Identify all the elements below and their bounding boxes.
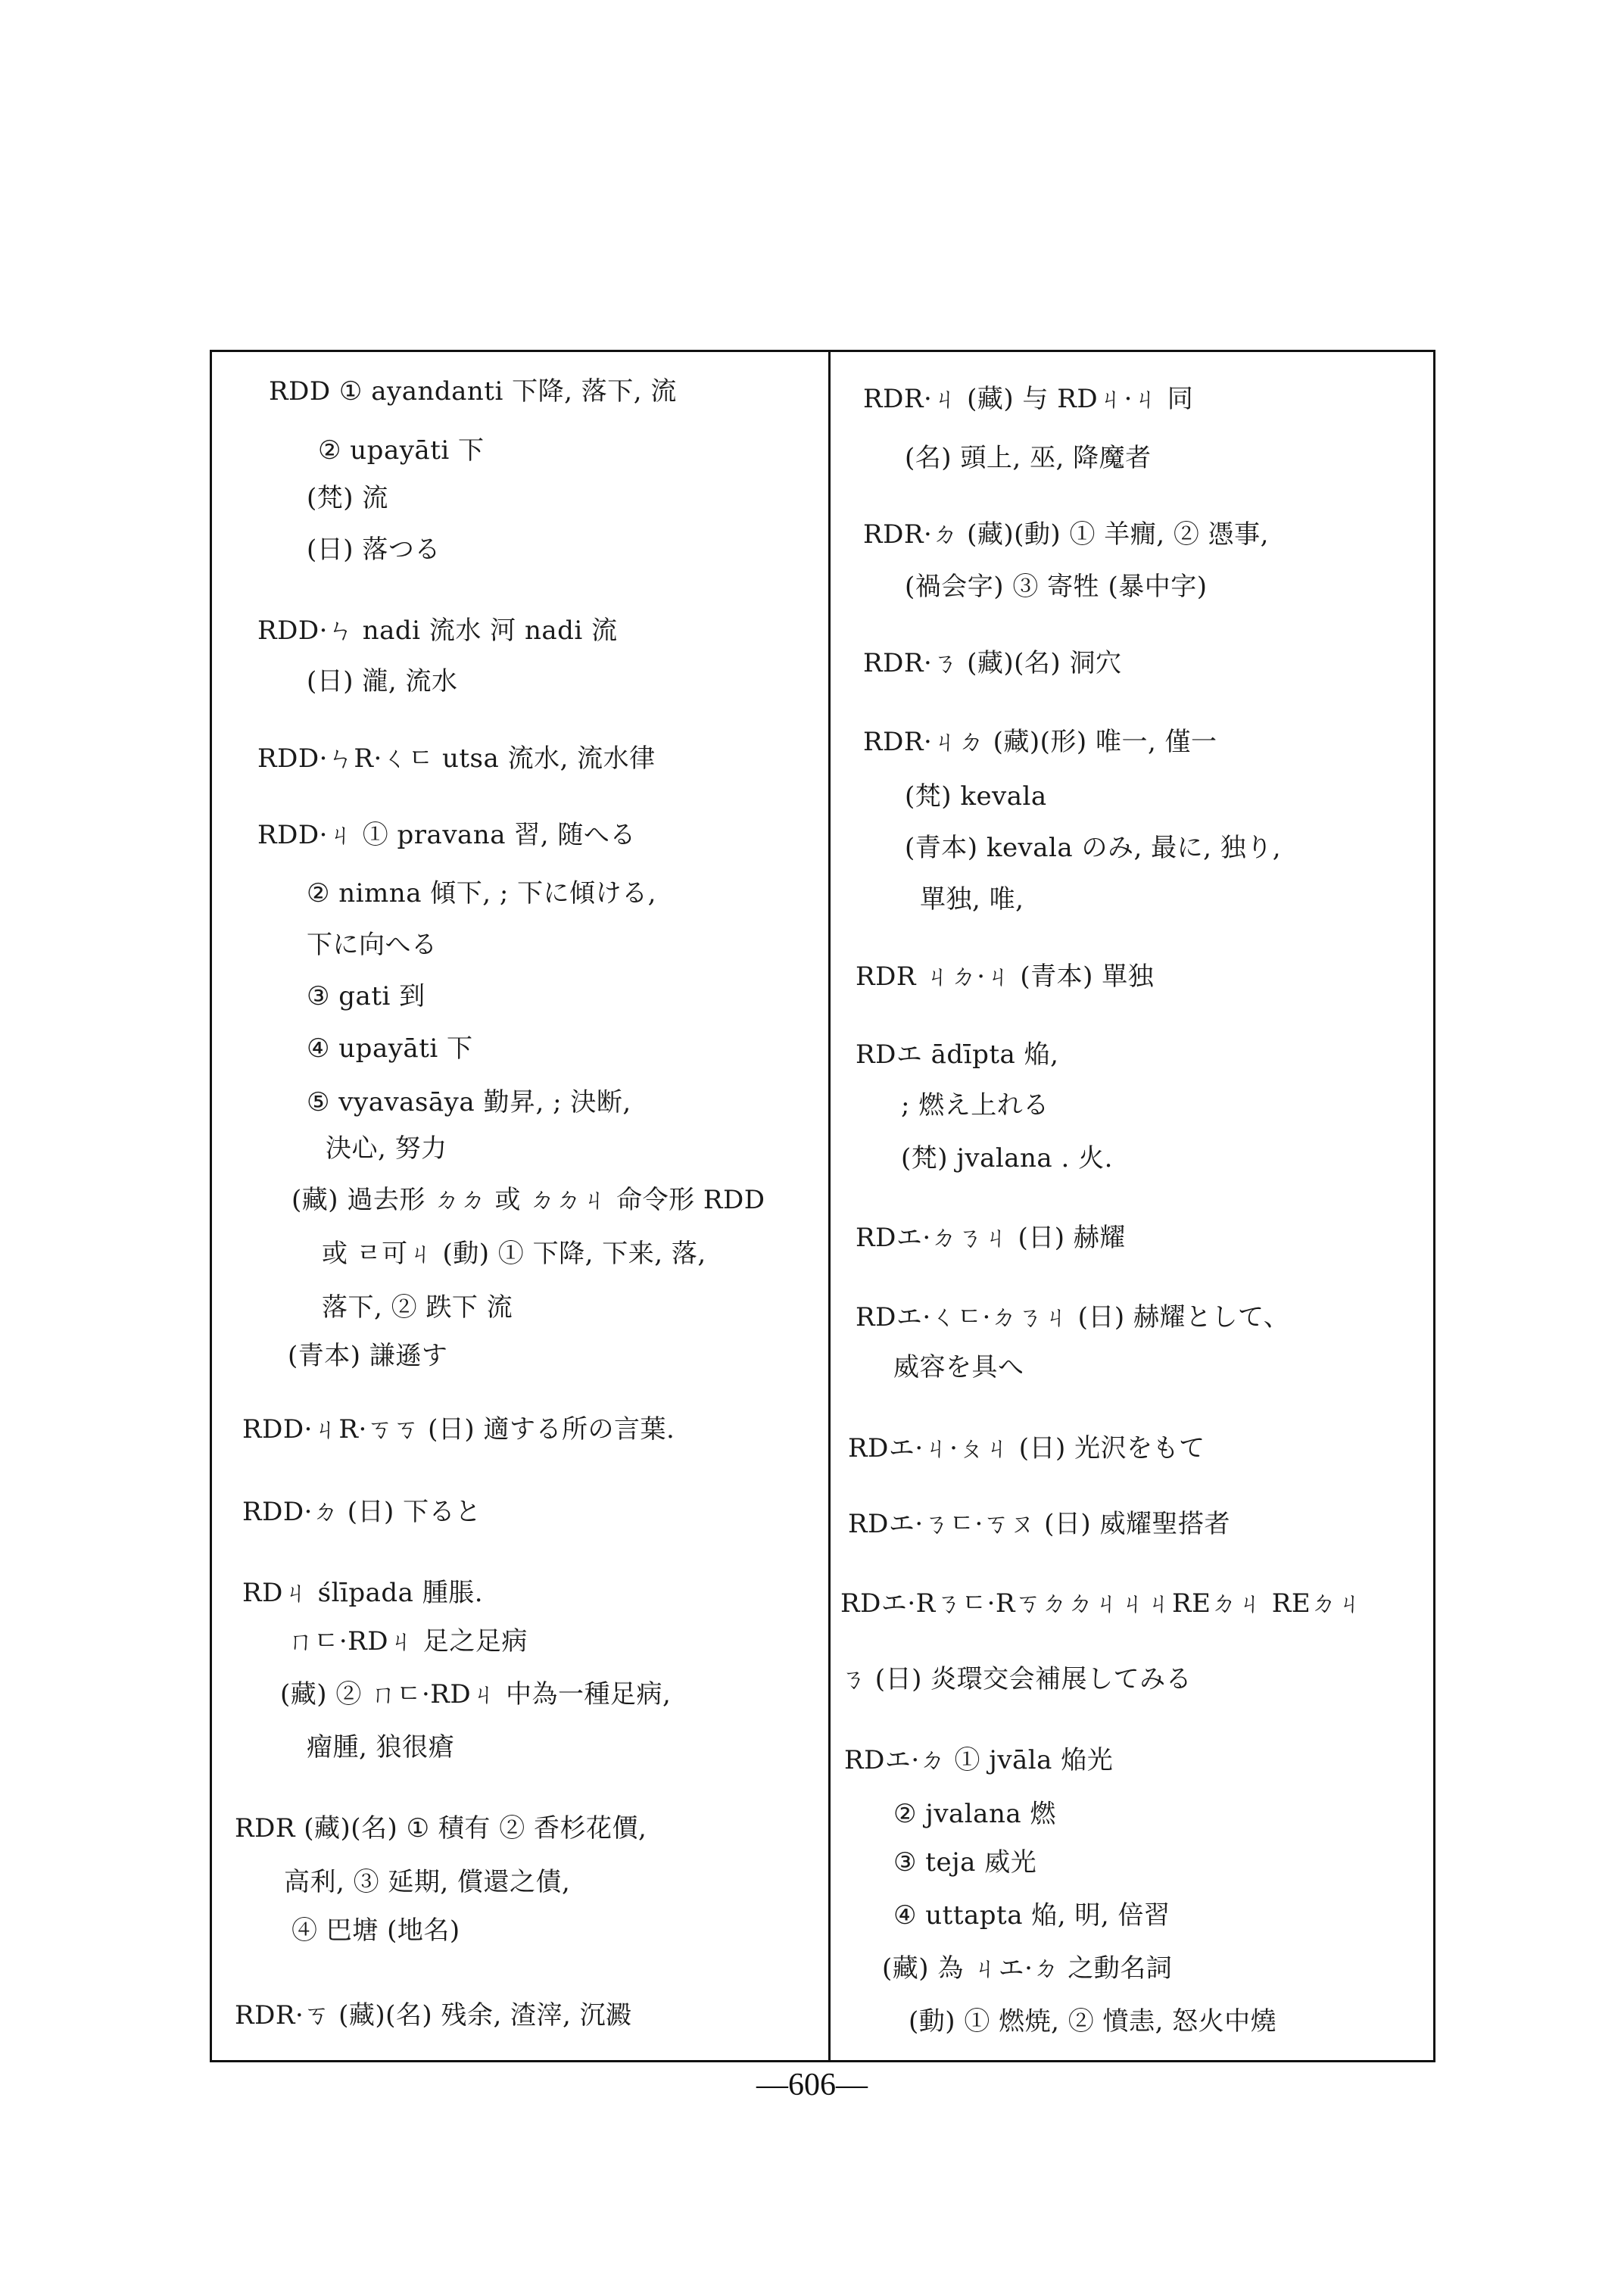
entry-line: (青本) 謙遜す bbox=[288, 1341, 448, 1371]
entry-line: RDR ㄐㄉ·ㄐ (青本) 單独 bbox=[856, 962, 1155, 992]
entry-line: RDエ·ㄐ·ㄆㄐ (日) 光沢をもて bbox=[848, 1433, 1205, 1463]
entry-line: (禍会字) ③ 寄牲 (暴中字) bbox=[905, 572, 1208, 602]
entry-line: 威容を具へ bbox=[893, 1352, 1024, 1382]
entry-line: RDR·ㄎ (藏)(名) 残余, 渣滓, 沉澱 bbox=[235, 2000, 632, 2031]
entry-line: (藏) 過去形 ㄉㄉ 或 ㄉㄉㄐ 命令形 RDD bbox=[291, 1185, 765, 1215]
entry-line: RDD·ㄣR·ㄑㄷ utsa 流水, 流水律 bbox=[257, 743, 656, 774]
entry-line: (藏) ② ㄇㄷ·RDㄐ 中為一種足病, bbox=[280, 1679, 672, 1710]
entry-line: RDD·ㄐR·ㄎㄎ (日) 適する所の言葉. bbox=[242, 1414, 675, 1445]
entry-line: RDD·ㄣ nadi 流水 河 nadi 流 bbox=[257, 616, 618, 646]
entry-line: (青本) kevala のみ, 最に, 独り, bbox=[905, 833, 1282, 863]
entry-line: ④ upayāti 下 bbox=[307, 1033, 473, 1064]
entry-line: RDエ·Rㄋㄷ·RㄎㄉㄉㄐㄐㄐREㄉㄐ REㄉㄐ bbox=[840, 1588, 1364, 1619]
entry-line: RDR·ㄉ (藏)(動) ① 羊癇, ② 憑事, bbox=[863, 519, 1269, 550]
entry-line: RDエ·ㄉ ① jvāla 焔光 bbox=[844, 1745, 1114, 1775]
entry-line: RDR·ㄋ (藏)(名) 洞穴 bbox=[863, 648, 1122, 678]
entry-line: 落下, ② 跌下 流 bbox=[322, 1292, 513, 1323]
entry-line: 瘤腫, 狼很瘡 bbox=[307, 1732, 455, 1763]
entry-line: RDエ·ㄋㄷ·ㄎㄡ (日) 威耀聖搭者 bbox=[848, 1509, 1230, 1539]
entry-line: 下に向へる bbox=[307, 930, 438, 960]
entry-line: ㄇㄷ·RDㄐ 足之足病 bbox=[288, 1626, 528, 1657]
entry-line: 或 ㄹ可ㄐ (動) ① 下降, 下来, 落, bbox=[322, 1239, 706, 1269]
entry-line: (日) 瀧, 流水 bbox=[307, 666, 458, 697]
entry-line: ② jvalana 燃 bbox=[893, 1799, 1056, 1829]
entry-line: ③ gati 到 bbox=[307, 981, 425, 1011]
entry-line: RDㄐ ślīpada 腫脹. bbox=[242, 1578, 484, 1608]
entry-line: ④ 巴塘 (地名) bbox=[291, 1915, 460, 1946]
entry-line: (動) ① 燃焼, ② 憤恚, 怒火中燒 bbox=[909, 2006, 1277, 2037]
entry-line: (藏) 為 ㄐエ·ㄉ 之動名詞 bbox=[882, 1953, 1173, 1984]
entry-line: 高利, ③ 延期, 償還之債, bbox=[284, 1867, 571, 1897]
entry-line: ② nimna 傾下, ; 下に傾ける, bbox=[307, 878, 656, 909]
entry-line: (梵) kevala bbox=[905, 781, 1047, 812]
entry-line: RDR (藏)(名) ① 積有 ② 香杉花價, bbox=[235, 1813, 647, 1844]
entry-line: RDエ·ㄉㄋㄐ (日) 赫耀 bbox=[856, 1223, 1126, 1253]
entry-line: RDR·ㄐㄉ (藏)(形) 唯一, 僅一 bbox=[863, 727, 1217, 757]
entry-line: RDエ ādīpta 焔, bbox=[856, 1039, 1059, 1070]
entry-line: (日) 落つる bbox=[307, 535, 441, 565]
entry-line: RDD·ㄉ (日) 下ると bbox=[242, 1497, 482, 1527]
entry-line: ③ teja 威光 bbox=[893, 1847, 1037, 1878]
entry-line: (梵) 流 bbox=[307, 483, 388, 513]
entry-line: ; 燃え上れる bbox=[901, 1090, 1049, 1121]
entry-line: ④ uttapta 焔, 明, 倍習 bbox=[893, 1900, 1170, 1931]
entry-line: RDR·ㄐ (藏) 与 RDㄐ·ㄐ 同 bbox=[863, 384, 1194, 414]
entry-line: (梵) jvalana . 火. bbox=[901, 1143, 1113, 1173]
entry-line: (名) 頭上, 巫, 降魔者 bbox=[905, 443, 1152, 473]
entry-line: RDD ① ayandanti 下降, 落下, 流 bbox=[269, 376, 677, 407]
column-divider bbox=[828, 352, 831, 2060]
entry-line: ㄋ (日) 炎環交会補展してみる bbox=[840, 1664, 1192, 1694]
entry-line: RDエ·ㄑㄷ·ㄉㄋㄐ (日) 赫耀として、 bbox=[856, 1302, 1290, 1332]
entry-line: 決心, 努力 bbox=[326, 1133, 447, 1164]
entry-line: 單独, 唯, bbox=[920, 884, 1024, 915]
page-number: —606— bbox=[756, 2068, 868, 2102]
entry-line: ② upayāti 下 bbox=[318, 435, 485, 466]
entry-line: RDD·ㄐ ① pravana 習, 随へる bbox=[257, 820, 636, 850]
entry-line: ⑤ vyavasāya 勤昇, ; 決断, bbox=[307, 1087, 631, 1117]
